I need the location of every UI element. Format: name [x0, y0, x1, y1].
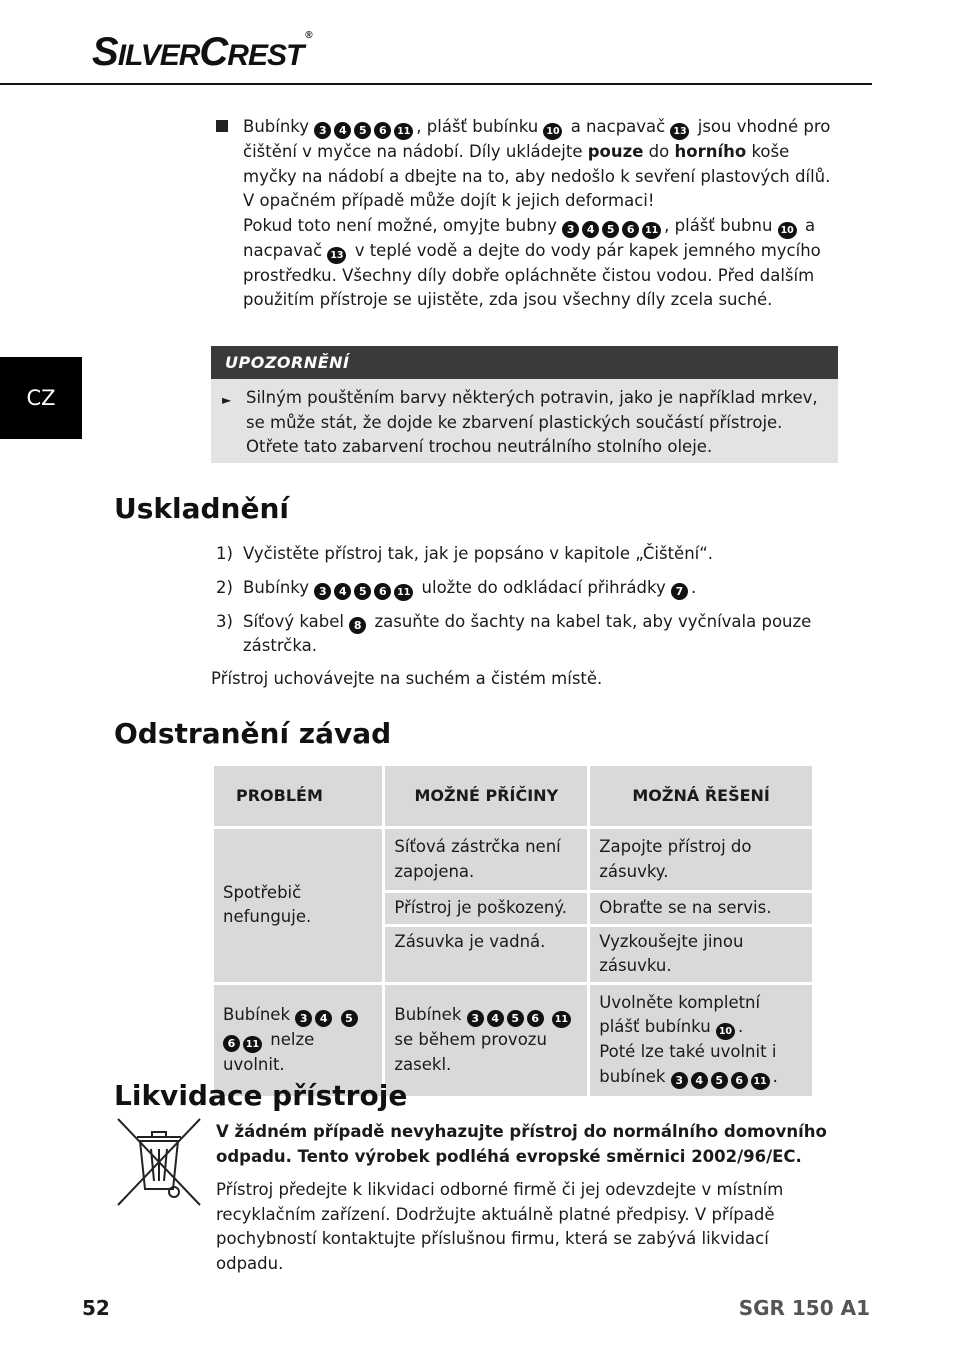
list-item: 3) Síťový kabel 8 zasuňte do šachty na kabel tak, aby vyčnívala pouze zástrčka.	[216, 611, 812, 655]
disposal-heading: Likvidace přístroje	[114, 1079, 408, 1112]
part-number: 3	[295, 1010, 312, 1027]
part-number: 4	[582, 221, 599, 238]
column-header: MOŽNÁ ŘEŠENÍ	[589, 765, 814, 828]
part-number: 4	[334, 583, 351, 600]
storage-heading: Uskladnění	[114, 492, 290, 525]
storage-steps	[216, 542, 841, 668]
storage-note: Přístroj uchovávejte na suchém a čistém místě.	[211, 669, 603, 688]
table-row	[213, 828, 814, 892]
part-number: 10	[716, 1023, 735, 1040]
table-cell: Obraťte se na servis.	[589, 892, 814, 926]
part-number: 13	[670, 123, 689, 140]
part-number: 13	[327, 247, 346, 264]
table-cell: Spotřebič nefunguje.	[213, 828, 384, 984]
column-header: MOŽNÉ PŘÍČINY	[384, 765, 589, 828]
model-number: SGR 150 A1	[738, 1296, 870, 1320]
part-number: 3	[562, 221, 579, 238]
part-number: 3	[671, 1072, 688, 1089]
part-number: 11	[394, 584, 413, 601]
language-tab: CZ	[0, 357, 82, 439]
part-number: 5	[354, 583, 371, 600]
part-number: 6	[731, 1072, 748, 1089]
part-number: 4	[315, 1010, 332, 1027]
part-number: 6	[223, 1035, 240, 1052]
table-cell: Bubínek 3 4 5 6 11 se během provozu zasekl.	[384, 983, 589, 1097]
table-cell: Zásuvka je vadná.	[384, 925, 589, 983]
part-number: 6	[374, 583, 391, 600]
part-number: 11	[751, 1073, 770, 1090]
part-number: 4	[487, 1010, 504, 1027]
part-number: 5	[602, 221, 619, 238]
part-number: 11	[394, 123, 413, 140]
part-number: 5	[507, 1010, 524, 1027]
warning-text: Silným pouštěním barvy některých potravin, jako je například mrkev, se může stát, že dojde ke zbarvení plastických součástí přístroje. Otřete tato zabarvení trochou neutrálního stolního oleje.	[246, 388, 818, 456]
table-header-row	[213, 765, 814, 828]
disposal-warning: V žádném případě nevyhazujte přístroj do normálního domovního odpadu. Tento výrobek podléhá evropské směrnici 2002/96/EC.	[216, 1122, 827, 1166]
part-number: 10	[543, 123, 562, 140]
table-cell: Vyzkoušejte jinou zásuvku.	[589, 925, 814, 983]
part-number: 5	[711, 1072, 728, 1089]
part-number: 11	[642, 222, 661, 239]
part-number: 8	[349, 617, 366, 634]
part-number: 5	[354, 122, 371, 139]
part-number: 3	[314, 122, 331, 139]
part-number: 5	[341, 1010, 358, 1027]
crossed-out-wheelie-bin-icon	[116, 1117, 202, 1209]
arrow-bullet-icon: ►	[222, 393, 232, 407]
disposal-text	[216, 1120, 841, 1276]
page-number: 52	[82, 1296, 110, 1320]
part-number: 10	[778, 222, 797, 239]
list-item: 1) Vyčistěte přístroj tak, jak je popsáno v kapitole „Čištění“.	[216, 544, 714, 563]
part-number: 6	[374, 122, 391, 139]
column-header: PROBLÉM	[213, 765, 384, 828]
list-item: 2) Bubínky 3 4 5 6 11 uložte do odkládací přihrádky 7 .	[216, 576, 841, 601]
troubleshooting-heading: Odstranění závad	[114, 717, 392, 750]
table-cell: Bubínek 3 4 56 11 nelze uvolnit.	[213, 983, 384, 1097]
part-number: 7	[671, 583, 688, 600]
part-number: 4	[691, 1072, 708, 1089]
cleaning-bullet: Bubínky 3 4 5 6 11 , plášť bubínku 10 a nacpavač 13 jsou vhodné pro čištění v myčce na nádobí. Díly ukládejte pouze do horního koše myčky na nádobí a dbejte na to, aby nedošlo k sevření plastových dílů. V opačném případě může dojít k jejich deformaci! Pokud toto není možné, omyjte bubny 3 4 5 6 11 , plášť bubnu 10 a nacpavač 13 v teplé vodě a dejte do vody pár kapek jemného mycího prostředku. Všechny díly dobře opláchněte čistou vodou. Před dalším použitím přístroje se ujistěte, zda jsou všechny díly zcela suché.	[216, 115, 841, 313]
troubleshooting-table	[211, 763, 815, 1099]
part-number: 6	[622, 221, 639, 238]
header-rule	[0, 83, 872, 85]
part-number: 3	[467, 1010, 484, 1027]
part-number: 6	[527, 1010, 544, 1027]
part-number: 4	[334, 122, 351, 139]
table-cell: Přístroj je poškozený.	[384, 892, 589, 926]
disposal-instructions: Přístroj předejte k likvidaci odborné firmě či jej odevzdejte v místním recyklačním zařízení. Dodržujte aktuálně platné předpisy. V případě pochybností kontaktujte příslušnou firmu, která se zabývá likvidací odpadu.	[216, 1180, 784, 1273]
warning-title: UPOZORNĚNÍ	[211, 346, 838, 379]
square-bullet-icon	[216, 120, 228, 132]
table-cell: Uvolněte kompletní plášť bubínku 10 . Poté lze také uvolnit i bubínek 3 4 5 6 11 .	[589, 983, 814, 1097]
silvercrest-logo: SILVERCREST®	[92, 30, 312, 74]
part-number: 11	[243, 1036, 262, 1053]
table-cell: Síťová zástrčka není zapojena.	[384, 828, 589, 892]
part-number: 3	[314, 583, 331, 600]
part-number: 11	[552, 1011, 571, 1028]
table-cell: Zapojte přístroj do zásuvky.	[589, 828, 814, 892]
warning-box	[211, 346, 838, 463]
